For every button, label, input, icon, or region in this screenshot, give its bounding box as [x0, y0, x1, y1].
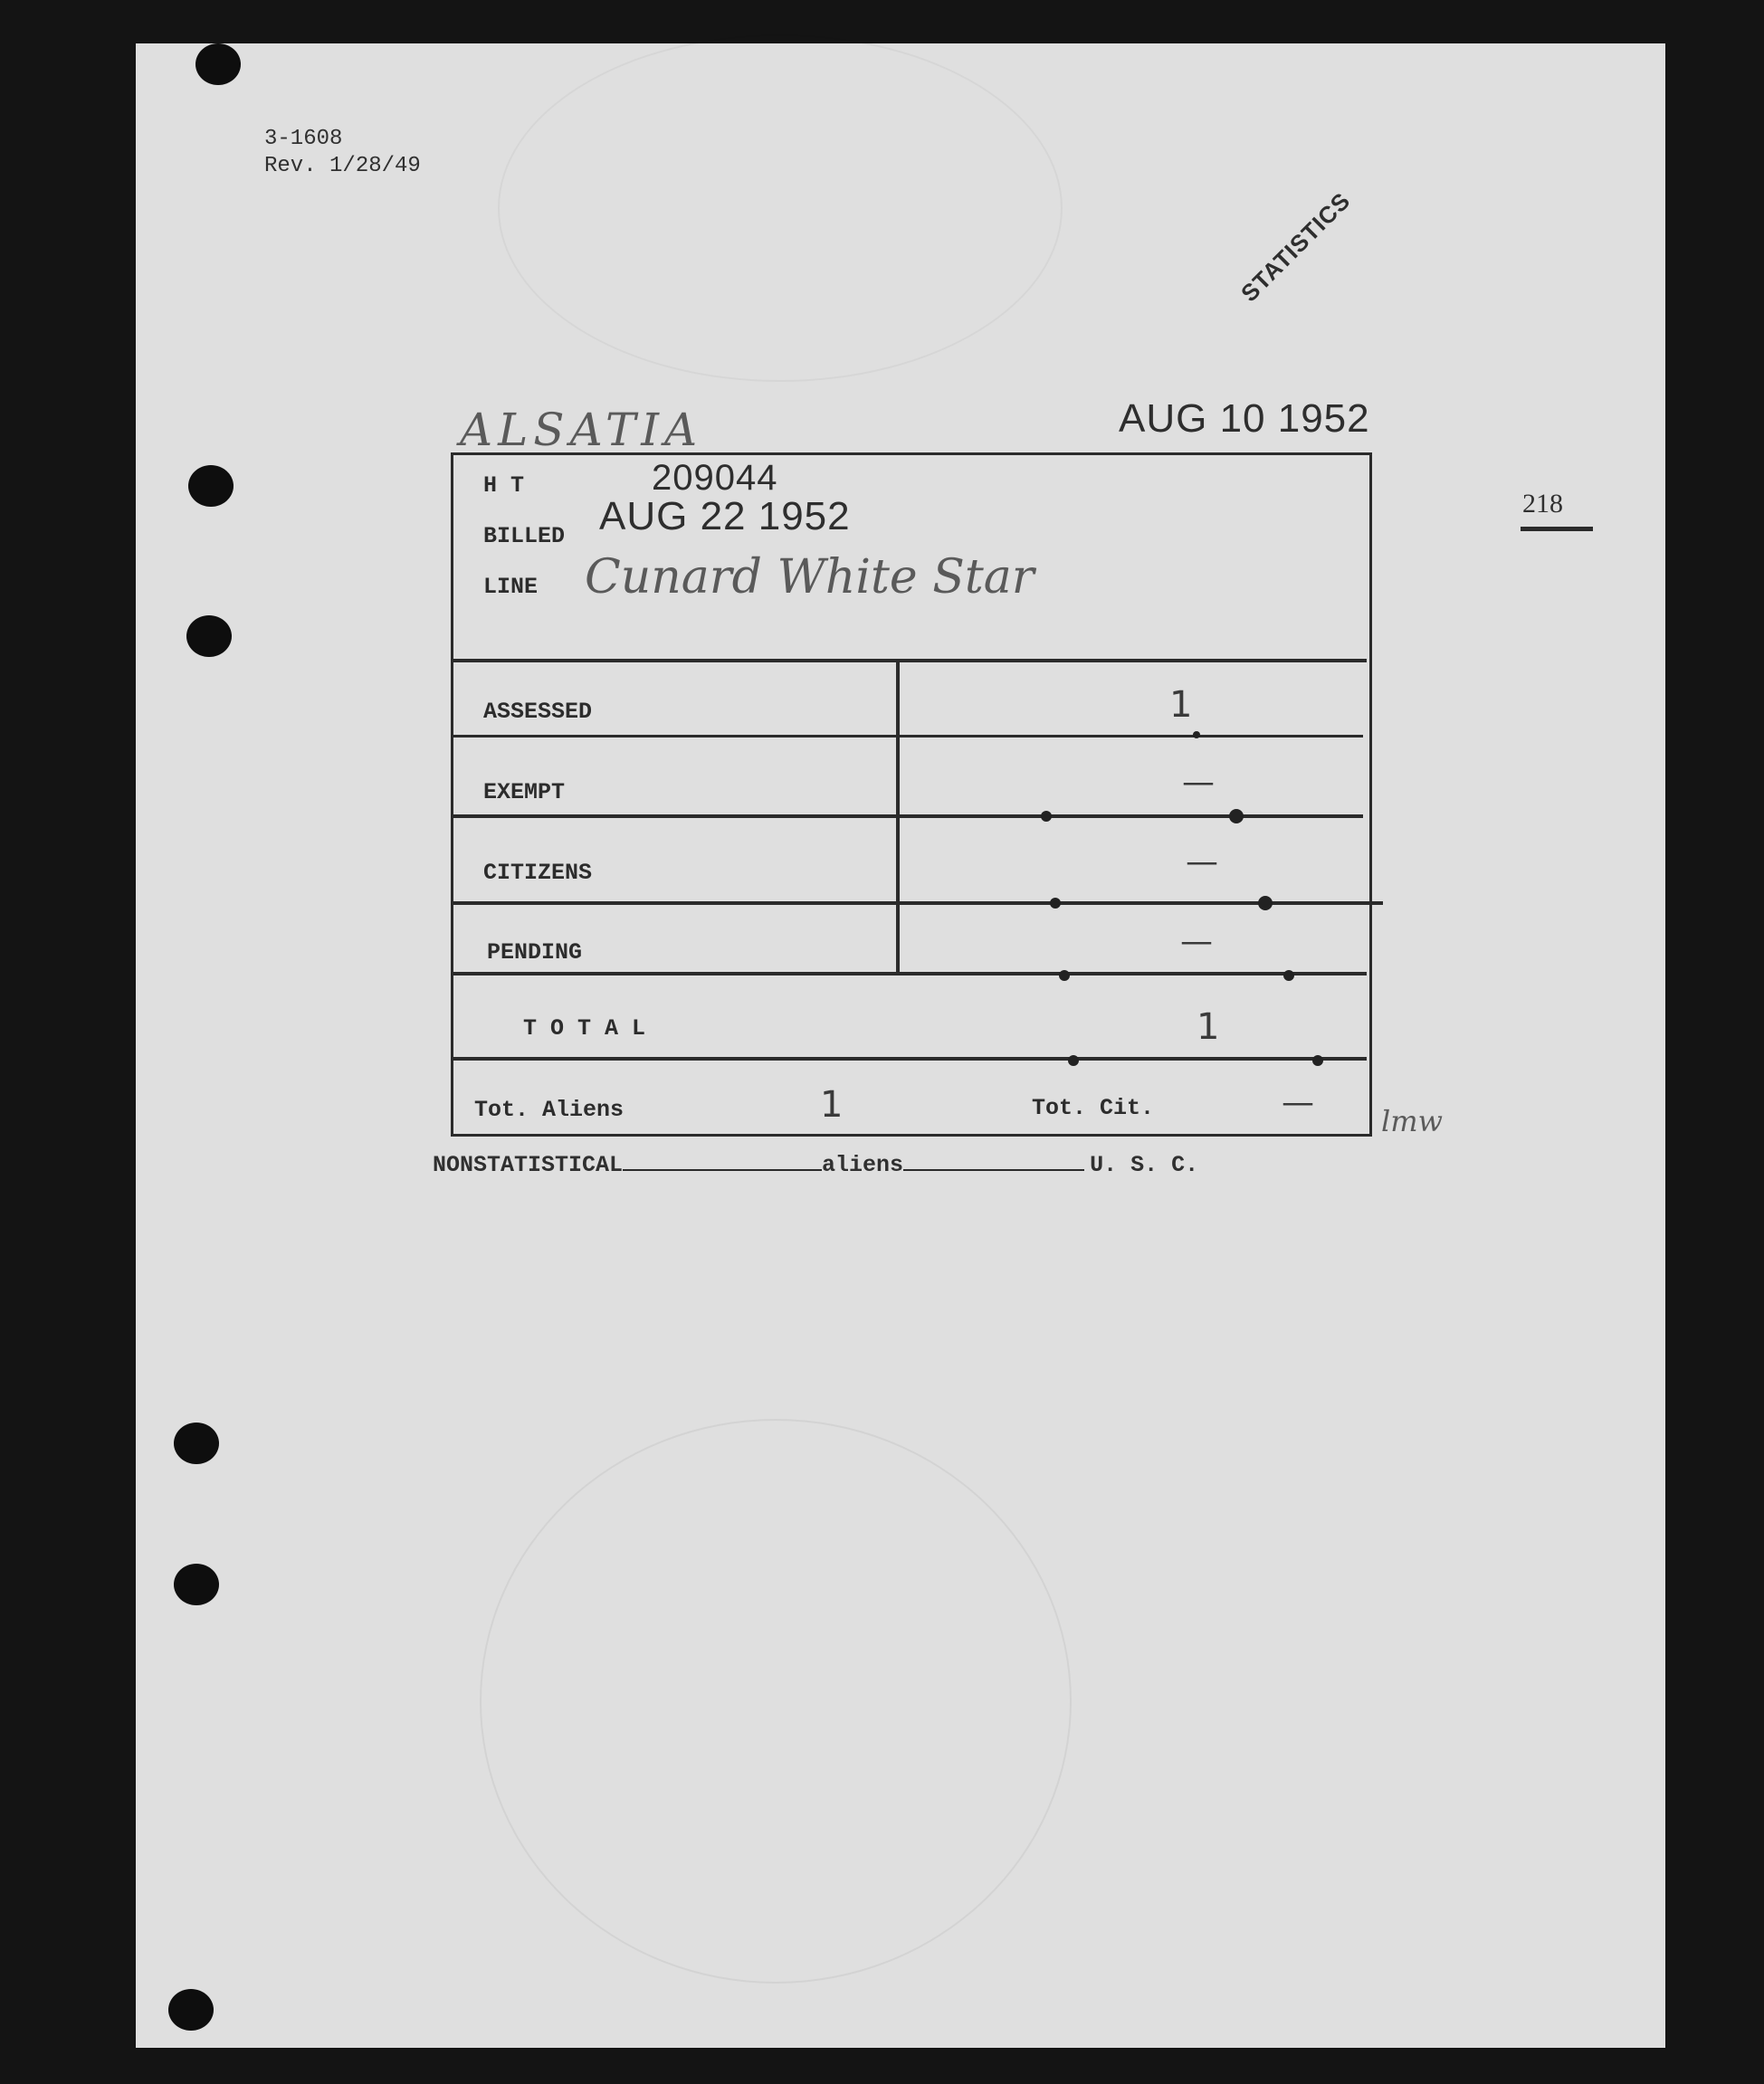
- page-number: 218: [1522, 489, 1563, 519]
- punch-hole: [195, 43, 241, 85]
- vessel-name: ALSATIA: [460, 404, 703, 456]
- billed-label: BILLED: [483, 523, 566, 549]
- usc-label: U. S. C.: [1090, 1152, 1199, 1178]
- row-dot: [1283, 970, 1294, 981]
- row-dot: [1229, 809, 1244, 823]
- billed-value: AUG 22 1952: [599, 494, 851, 538]
- nonstatistical-label: NONSTATISTICAL: [433, 1152, 624, 1178]
- punch-hole: [168, 1989, 214, 2031]
- row-value-citizens: —: [1186, 843, 1218, 880]
- document-sheet: [136, 43, 1665, 2048]
- aliens-label: aliens: [822, 1152, 904, 1178]
- row-label-assessed: ASSESSED: [483, 699, 593, 725]
- row-divider: [453, 901, 1383, 905]
- row-dot: [1068, 1055, 1079, 1066]
- punch-hole: [174, 1423, 219, 1464]
- header-divider: [453, 659, 1367, 662]
- row-dot: [1059, 970, 1070, 981]
- form-number: 3-1608: [264, 127, 343, 151]
- row-divider: [453, 735, 1363, 737]
- row-dot: [1258, 896, 1273, 910]
- row-label-citizens: CITIZENS: [483, 860, 593, 886]
- row-label-pending: PENDING: [487, 939, 583, 966]
- tot-aliens-value: 1: [820, 1084, 844, 1126]
- punch-hole: [174, 1564, 219, 1605]
- aliens-blank: [903, 1149, 1084, 1171]
- punch-hole: [186, 615, 232, 657]
- statistics-stamp: STATISTICS: [1235, 186, 1356, 308]
- punch-hole: [188, 465, 234, 507]
- total-divider: [453, 1057, 1367, 1061]
- row-dot: [1312, 1055, 1323, 1066]
- row-divider: [453, 814, 1363, 818]
- nonstatistical-blank: [623, 1149, 822, 1171]
- tot-aliens-label: Tot. Aliens: [474, 1097, 625, 1123]
- tot-cit-label: Tot. Cit.: [1032, 1095, 1155, 1121]
- total-value: 1: [1197, 1006, 1220, 1048]
- page-number-underline: [1521, 527, 1593, 531]
- line-value: Cunard White Star: [585, 550, 1035, 604]
- arrival-date-stamp: AUG 10 1952: [1119, 396, 1370, 441]
- line-label: LINE: [483, 574, 539, 600]
- ht-value: 209044: [652, 458, 778, 498]
- ht-label: H T: [483, 472, 525, 499]
- form-revision: Rev. 1/28/49: [264, 154, 421, 178]
- row-dot: [1193, 731, 1200, 738]
- row-label-exempt: EXEMPT: [483, 779, 566, 805]
- tot-cit-value: —: [1282, 1084, 1314, 1121]
- total-label: T O T A L: [523, 1015, 646, 1042]
- nonstatistical-line: [433, 1149, 1198, 1178]
- seal-watermark: [498, 34, 1063, 382]
- row-dot: [1050, 898, 1061, 909]
- row-value-pending: —: [1180, 923, 1213, 960]
- row-value-exempt: —: [1182, 764, 1215, 801]
- row-value-assessed: 1: [1169, 684, 1193, 726]
- row-divider: [453, 972, 1367, 975]
- seal-watermark: [480, 1419, 1072, 1984]
- initials: lmw: [1381, 1104, 1443, 1138]
- row-dot: [1041, 811, 1052, 822]
